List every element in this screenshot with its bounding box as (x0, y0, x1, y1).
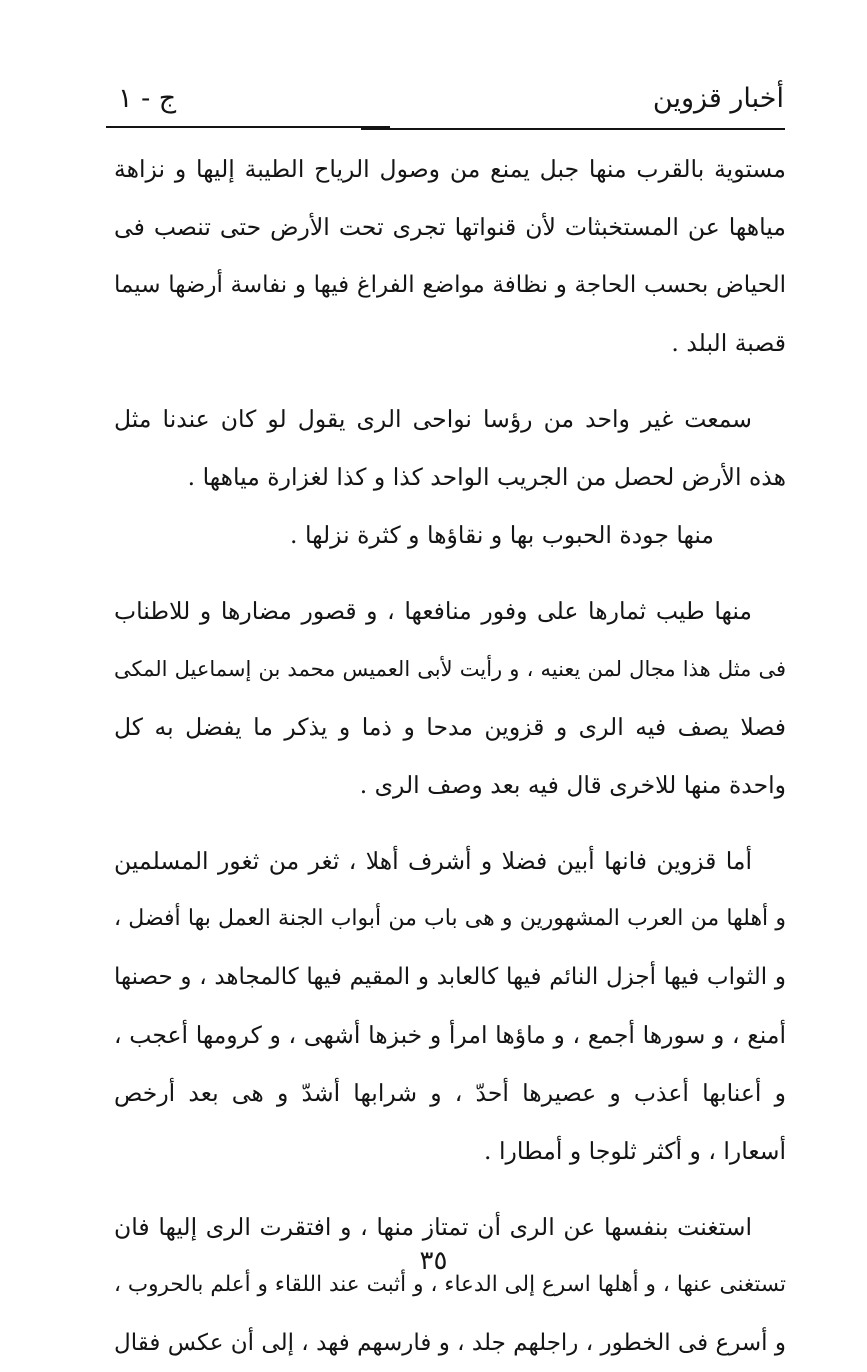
paragraph (114, 832, 786, 1180)
header-rule-right (361, 128, 785, 130)
text-line: و أعنابها أعذب و عصيرها أحدّ ، و شرابها أشدّ و هى بعد أرخص (114, 1079, 786, 1107)
text-line: تستغنى عنها ، و أهلها اسرع إلى الدعاء ، و أثبت عند اللقاء و أعلم بالحروب ، (114, 1272, 786, 1297)
paragraph-gap (114, 372, 786, 390)
text-line: و الثواب فيها أجزل النائم فيها كالعابد و المقيم فيها كالمجاهد ، و حصنها (114, 964, 786, 990)
text-line: مستوية بالقرب منها جبل يمنع من وصول الرياح الطيبة إليها و نزاهة (114, 155, 786, 183)
text-line: منها جودة الحبوب بها و نقاؤها و كثرة نزلها . (290, 521, 714, 549)
page-number: ٣٥ (419, 1246, 448, 1276)
paragraph (114, 390, 786, 564)
text-line: فصلا يصف فيه الرى و قزوين مدحا و ذما و يذكر ما يفضل به كل (114, 713, 786, 741)
running-header (108, 78, 784, 124)
text-line: قصبة البلد . (671, 329, 786, 357)
text-line: هذه الأرض لحصل من الجريب الواحد كذا و كذا لغزارة مياهها . (187, 463, 786, 491)
text-line: استغنت بنفسها عن الرى أن تمتاز منها ، و افتقرت الرى إليها فان (114, 1213, 752, 1241)
text-line: فى مثل هذا مجال لمن يعنيه ، و رأيت لأبى العميس محمد بن إسماعيل المكى (114, 657, 786, 681)
text-line: أسعارا ، و أكثر ثلوجا و أمطارا . (484, 1137, 786, 1165)
paragraph (114, 1198, 786, 1372)
text-line: سمعت غير واحد من رؤسا نواحى الرى يقول لو كان عندنا مثل (114, 405, 752, 433)
paragraph-gap (114, 1180, 786, 1198)
text-line: منها طيب ثمارها على وفور منافعها ، و قصور مضارها و للاطناب (114, 597, 752, 625)
text-line: مياهها عن المستخبثات لأن قنواتها تجرى تحت الأرض حتى تنصب فى (114, 213, 786, 241)
paragraph-gap (114, 564, 786, 582)
text-line: أمنع ، و سورها أجمع ، و ماؤها امرأ و خبزها أشهى ، و كرومها أعجب ، (114, 1021, 786, 1049)
header-volume-number: ج - ١ (118, 83, 177, 114)
text-line: أما قزوين فانها أبين فضلا و أشرف أهلا ، ثغر من ثغور المسلمين (114, 847, 752, 875)
text-line: و أسرع فى الخطور ، راجلهم جلد ، و فارسهم فهد ، إلى أن عكس فقال (114, 1330, 786, 1356)
paragraph (114, 582, 786, 814)
header-rule-left (106, 126, 390, 128)
paragraph (114, 140, 786, 372)
header-book-title: أخبار قزوين (652, 83, 784, 114)
paragraph-gap (114, 814, 786, 832)
text-line: و أهلها من العرب المشهورين و هى باب من أبواب الجنة العمل بها أفضل ، (114, 906, 786, 931)
body-text (114, 140, 786, 1372)
text-line: الحياض بحسب الحاجة و نظافة مواضع الفراغ فيها و نفاسة أرضها سيما (114, 272, 786, 298)
text-line: واحدة منها للاخرى قال فيه بعد وصف الرى . (359, 771, 786, 799)
